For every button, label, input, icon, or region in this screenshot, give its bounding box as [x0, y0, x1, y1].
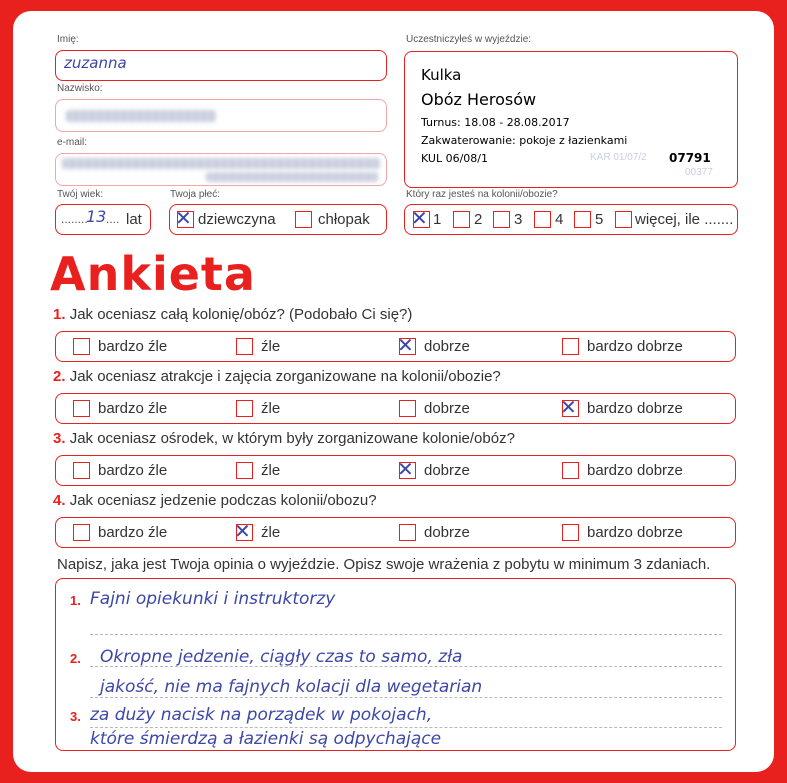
opinion-rule-2: [90, 666, 722, 667]
times-4-checkbox[interactable]: [534, 211, 551, 228]
surname-redacted: [66, 110, 216, 122]
age-value: 13: [86, 207, 107, 226]
question-1-number: 1.: [53, 306, 66, 323]
age-label: Twój wiek:: [57, 189, 104, 200]
sex-male-checkbox[interactable]: [295, 211, 312, 228]
q3-option-3-label: dobrze: [424, 462, 470, 479]
times-more-checkbox[interactable]: [615, 211, 632, 228]
q4-option-4-checkbox[interactable]: [562, 524, 579, 541]
q4-option-1-label: bardzo źle: [98, 524, 168, 541]
q4-option-4-label: bardzo dobrze: [587, 524, 683, 541]
survey-title: Ankieta: [50, 247, 256, 301]
question-4-answers: [55, 517, 736, 548]
times-label: Który raz jesteś na kolonii/obozie?: [406, 189, 558, 200]
email-redacted: [62, 158, 380, 169]
q1-option-1-label: bardzo źle: [98, 338, 168, 355]
q2-option-1-checkbox[interactable]: [73, 400, 90, 417]
opinion-line-5: które śmierdzą a łazienki są odpychające: [90, 729, 442, 749]
question-2-answers: [55, 393, 736, 424]
surname-field[interactable]: [55, 99, 387, 132]
q2-option-4-label: bardzo dobrze: [587, 400, 683, 417]
opinion-number-3: 3.: [70, 709, 81, 724]
email-label: e-mail:: [57, 137, 88, 148]
q1-option-3-checkbox[interactable]: ✕: [399, 338, 416, 355]
q3-option-1-label: bardzo źle: [98, 462, 168, 479]
q3-option-1-checkbox[interactable]: [73, 462, 90, 479]
q3-option-3-checkbox[interactable]: ✕: [399, 462, 416, 479]
q2-option-4-checkbox[interactable]: ✕: [562, 400, 579, 417]
q2-option-3-checkbox[interactable]: [399, 400, 416, 417]
q4-option-3-checkbox[interactable]: [399, 524, 416, 541]
q2-option-3-label: dobrze: [424, 400, 470, 417]
age-dots-before: ........: [61, 212, 88, 226]
question-1-text: Jak oceniasz całą kolonię/obóz? (Podobało Ci się?): [69, 306, 413, 323]
opinion-rule-4: [90, 727, 722, 728]
question-2: [53, 368, 501, 385]
q1-option-2-checkbox[interactable]: [236, 338, 253, 355]
times-field: [404, 204, 738, 235]
age-dots-after: ....: [106, 212, 120, 226]
email-redacted-2: [206, 172, 378, 182]
question-3-answers: [55, 455, 736, 486]
name-label: Imię:: [57, 34, 79, 45]
q3-option-2-label: źle: [261, 462, 281, 479]
name-value: zuzanna: [64, 54, 127, 72]
stamp-accommodation-label: Zakwaterowanie:: [421, 134, 516, 147]
opinion-rule-1: [90, 634, 722, 635]
stamp-accommodation-value: pokoje z łazienkami: [519, 134, 628, 147]
stamp-line1: Kulka: [421, 66, 462, 84]
times-more-label: więcej, ile .......: [635, 211, 734, 228]
question-4: [53, 492, 377, 509]
stamp-turnus-value: 18.08 - 28.08.2017: [464, 116, 570, 129]
q1-option-4-label: bardzo dobrze: [587, 338, 683, 355]
opinion-rule-3: [90, 697, 722, 698]
q4-option-2-label: źle: [261, 524, 281, 541]
question-1-answers: [55, 331, 736, 362]
q1-option-4-checkbox[interactable]: [562, 338, 579, 355]
age-field[interactable]: [55, 204, 151, 235]
name-field[interactable]: [55, 50, 387, 81]
times-2-label: 2: [474, 211, 483, 228]
times-3-label: 3: [514, 211, 523, 228]
times-5-label: 5: [595, 211, 604, 228]
times-1-label: 1: [433, 211, 442, 228]
question-3-number: 3.: [53, 430, 66, 447]
question-1: [53, 306, 412, 323]
trip-label: Uczestniczyłeś w wyjeździe:: [406, 34, 532, 45]
email-field[interactable]: [55, 153, 387, 186]
times-2-checkbox[interactable]: [453, 211, 470, 228]
question-4-text: Jak oceniasz jedzenie podczas kolonii/obozu?: [69, 492, 377, 509]
opinion-prompt: Napisz, jaka jest Twoja opinia o wyjeździe. Opisz swoje wrażenia z pobytu w minimum 3 zdaniach.: [57, 556, 711, 573]
age-unit: lat: [126, 211, 142, 228]
q2-option-2-label: źle: [261, 400, 281, 417]
opinion-box[interactable]: [55, 578, 736, 751]
times-3-checkbox[interactable]: [493, 211, 510, 228]
sex-label: Twoja płeć:: [170, 189, 221, 200]
stamp-number: 07791: [669, 151, 711, 165]
stamp-line2: Obóz Herosów: [421, 90, 537, 109]
stamp-turnus-label: Turnus:: [421, 116, 461, 129]
stamp-code: KUL 06/08/1: [421, 152, 488, 165]
question-4-number: 4.: [53, 492, 66, 509]
opinion-line-4: za duży nacisk na porządek w pokojach,: [90, 705, 433, 725]
sex-male-label: chłopak: [318, 211, 370, 228]
opinion-line-3: jakość, nie ma fajnych kolacji dla wegetarian: [100, 677, 483, 697]
stamp-faint-code: KAR 01/07/2: [590, 152, 647, 163]
opinion-line-2: Okropne jedzenie, ciągły czas to samo, zła: [100, 647, 463, 667]
question-2-number: 2.: [53, 368, 66, 385]
trip-box: [404, 51, 738, 188]
q1-option-3-label: dobrze: [424, 338, 470, 355]
q3-option-2-checkbox[interactable]: [236, 462, 253, 479]
times-5-checkbox[interactable]: [574, 211, 591, 228]
q3-option-4-label: bardzo dobrze: [587, 462, 683, 479]
opinion-number-2: 2.: [70, 651, 81, 666]
opinion-number-1: 1.: [70, 593, 81, 608]
q4-option-1-checkbox[interactable]: [73, 524, 90, 541]
times-4-label: 4: [555, 211, 564, 228]
question-2-text: Jak oceniasz atrakcje i zajęcia zorganizowane na kolonii/obozie?: [69, 368, 501, 385]
q4-option-2-checkbox[interactable]: ✕: [236, 524, 253, 541]
q3-option-4-checkbox[interactable]: [562, 462, 579, 479]
sex-female-label: dziewczyna: [198, 211, 276, 228]
q2-option-1-label: bardzo źle: [98, 400, 168, 417]
q4-option-3-label: dobrze: [424, 524, 470, 541]
q1-option-1-checkbox[interactable]: [73, 338, 90, 355]
sex-field: [169, 204, 387, 235]
question-3-text: Jak oceniasz ośrodek, w którym były zorganizowane kolonie/obóz?: [69, 430, 515, 447]
q1-option-2-label: źle: [261, 338, 281, 355]
sex-female-checkbox[interactable]: ✕: [177, 211, 194, 228]
stamp-faint-number: 00377: [685, 167, 713, 178]
q2-option-2-checkbox[interactable]: [236, 400, 253, 417]
opinion-line-1: Fajni opiekunki i instruktorzy: [90, 589, 336, 609]
times-1-checkbox[interactable]: ✕: [413, 211, 430, 228]
surname-label: Nazwisko:: [57, 83, 103, 94]
form-sheet: [13, 11, 774, 772]
question-3: [53, 430, 515, 447]
